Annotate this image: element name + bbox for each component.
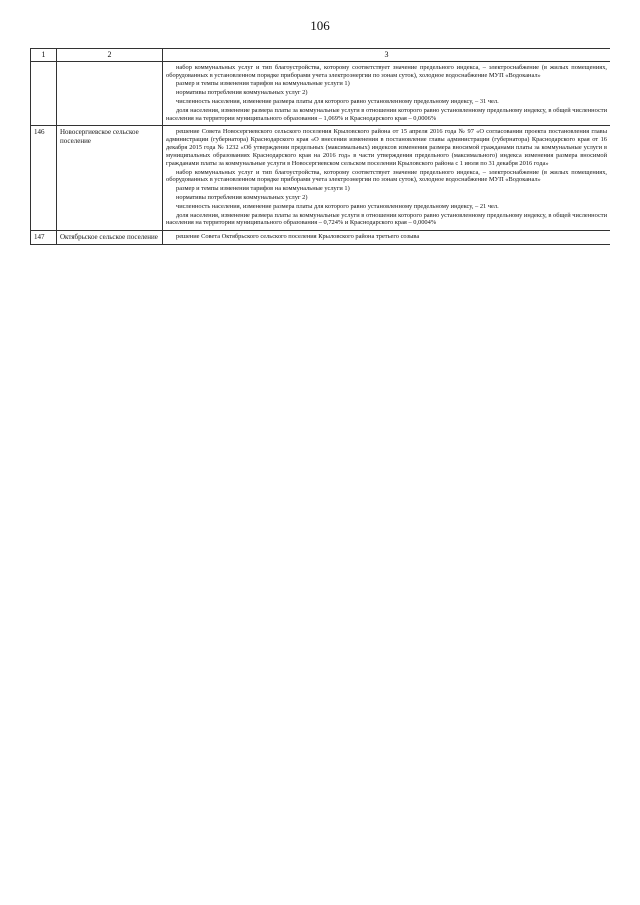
table-row: [31, 231, 611, 245]
row-number: [31, 61, 57, 126]
paragraph: размер и темпы изменения тарифов на коммунальные услуги 1): [176, 80, 350, 88]
paragraph: доля населения, изменение размера платы за коммунальные услуги в отношении которого равно установленному предельному индексу, в общей численности населения на территории муниципального образования – 1,069% и Краснодарского края – 0,0006%: [166, 106, 607, 122]
paragraph: нормативы потребления коммунальных услуг 2): [176, 193, 308, 201]
paragraph: численность населения, изменение размера платы для которого равно установленному предельному индексу, – 31 чел.: [176, 98, 499, 105]
paragraph: размер и темпы изменения тарифов на коммунальные услуги 1): [176, 185, 350, 193]
row-number: 146: [31, 126, 57, 231]
paragraph: набор коммунальных услуг и тип благоустройства, которому соответствует значение предельного индекса, – электроснабжение (в жилых помещениях, оборудованных в установленном порядке приборами учета электроэнергии по зонам суток), холодное водоснабжение МУП «Водоканал»: [166, 63, 607, 79]
header-col-1: 1: [31, 49, 57, 62]
page-number: 106: [310, 18, 330, 33]
paragraph: набор коммунальных услуг и тип благоустройства, которому соответствует значение предельного индекса, – электроснабжение (в жилых помещениях, оборудованных в установленном порядке приборами учета электроэнергии по зонам суток), холодное водоснабжение МУП «Водоканал»: [166, 168, 607, 184]
header-col-3: 3: [163, 49, 611, 62]
settlement-name: Октябрьское сельское поселение: [57, 231, 163, 245]
paragraph: доля населения, изменение размера платы за коммунальные услуги в отношении которого равно установленному предельному индексу, в общей численности населения на территории муниципального образования – 0,724% и Краснодарского края – 0,0004%: [166, 211, 607, 227]
table-row: [31, 126, 611, 231]
settlement-name: [57, 61, 163, 126]
paragraph: решение Совета Октябрьского сельского поселения Крыловского района третьего созыва: [176, 233, 420, 241]
table-row: [31, 61, 611, 126]
header-col-2: 2: [57, 49, 163, 62]
row-content: [163, 126, 611, 231]
table-header-row: [31, 49, 611, 62]
paragraph: решение Совета Новосергиевского сельского поселения Крыловского района от 15 апреля 2016 года № 97 «О согласовании проекта постановления главы администрации (губернатора) Краснодарского края «О внесении изменения в постановление главы администрации (губернатора) Краснодарского края от 16 декабря 2015 года № 1232 «Об утверждении предельных (максимальных) индексов изменения размера вносимой гражданами платы за коммунальные услуги в муниципальных образованиях Краснодарского края на 2016 год» в части утверждения предельного (максимального) индекса изменения размера вносимой гражданами платы за коммунальные услуги в Новосергиевском сельском поселении Крыловского района с 1 июля по 31 декабря 2016 года»: [166, 128, 607, 167]
paragraph: численность населения, изменение размера платы для которого равно установленному предельному индексу, – 21 чел.: [176, 202, 499, 210]
row-number: 147: [31, 231, 57, 245]
paragraph: нормативы потребления коммунальных услуг 2): [176, 89, 308, 97]
settlement-name: Новосергиевское сельское поселение: [57, 126, 163, 231]
row-content: [163, 61, 611, 126]
row-content: [163, 231, 611, 245]
settlements-table: [30, 48, 610, 245]
document-sheet: [30, 48, 610, 886]
